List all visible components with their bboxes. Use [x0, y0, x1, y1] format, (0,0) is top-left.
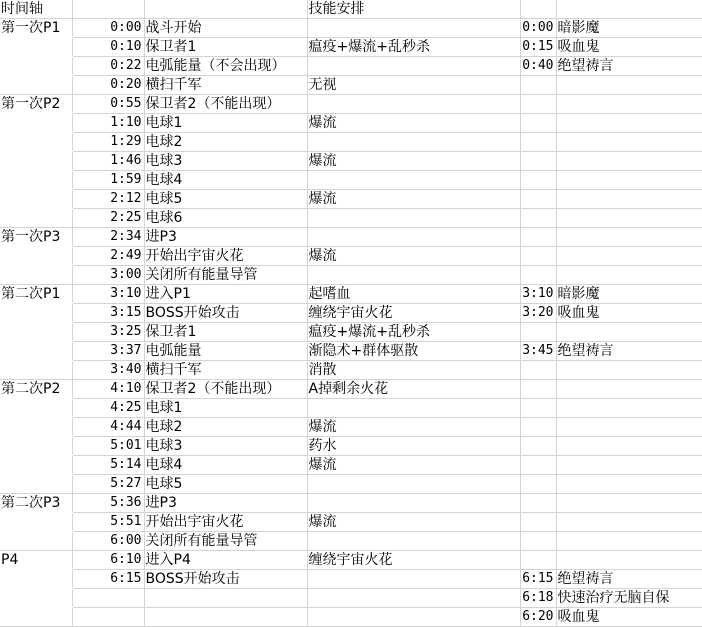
- table-row: [0, 570, 702, 589]
- cell-b17[interactable]: 3:15: [72, 304, 144, 323]
- cell-f32[interactable]: 快速治疗无脑自保: [556, 589, 702, 608]
- cell-f2[interactable]: 暗影魔: [556, 19, 702, 38]
- cell-b12[interactable]: 2:25: [72, 209, 144, 228]
- cell-c9[interactable]: 电球3: [144, 152, 307, 171]
- cell-d19[interactable]: 渐隐术+群体驱散: [307, 342, 520, 361]
- table-row: [0, 152, 702, 171]
- table-row: [0, 532, 702, 551]
- cell-a1[interactable]: 时间轴: [0, 0, 72, 19]
- cell-e16[interactable]: 3:10: [520, 285, 556, 304]
- cell-e4[interactable]: 0:40: [520, 57, 556, 76]
- cell-a20[interactable]: [0, 361, 72, 380]
- cell-c25[interactable]: 电球4: [144, 456, 307, 475]
- table-row: [0, 190, 702, 209]
- table-row: [0, 494, 702, 513]
- cell-d29[interactable]: [307, 532, 520, 551]
- cell-d1[interactable]: 技能安排: [307, 0, 520, 19]
- cell-e23[interactable]: [520, 418, 556, 437]
- cell-c14[interactable]: 开始出宇宙火花: [144, 247, 307, 266]
- cell-f11[interactable]: [556, 190, 702, 209]
- cell-e14[interactable]: [520, 247, 556, 266]
- cell-d10[interactable]: [307, 171, 520, 190]
- cell-e30[interactable]: [520, 551, 556, 570]
- cell-d32[interactable]: [307, 589, 520, 608]
- cell-c28[interactable]: 开始出宇宙火花: [144, 513, 307, 532]
- table-row: [0, 323, 702, 342]
- cell-f16[interactable]: 暗影魔: [556, 285, 702, 304]
- cell-e22[interactable]: [520, 399, 556, 418]
- cell-a28[interactable]: [0, 513, 72, 532]
- cell-c16[interactable]: 进入P1: [144, 285, 307, 304]
- cell-f5[interactable]: [556, 76, 702, 95]
- cell-e9[interactable]: [520, 152, 556, 171]
- cell-b26[interactable]: 5:27: [72, 475, 144, 494]
- cell-f33[interactable]: 吸血鬼: [556, 608, 702, 627]
- cell-c21[interactable]: 保卫者2（不能出现）: [144, 380, 307, 399]
- cell-f1[interactable]: [556, 0, 702, 19]
- cell-e31[interactable]: 6:15: [520, 570, 556, 589]
- cell-f12[interactable]: [556, 209, 702, 228]
- cell-b25[interactable]: 5:14: [72, 456, 144, 475]
- cell-e28[interactable]: [520, 513, 556, 532]
- cell-a25[interactable]: [0, 456, 72, 475]
- cell-a18[interactable]: [0, 323, 72, 342]
- cell-d16[interactable]: 起嗜血: [307, 285, 520, 304]
- cell-f18[interactable]: [556, 323, 702, 342]
- cell-b27[interactable]: 5:36: [72, 494, 144, 513]
- table-row: [0, 247, 702, 266]
- cell-d14[interactable]: 爆流: [307, 247, 520, 266]
- cell-d4[interactable]: [307, 57, 520, 76]
- cell-a32[interactable]: [0, 589, 72, 608]
- cell-d18[interactable]: 瘟疫+爆流+乱秒杀: [307, 323, 520, 342]
- cell-c32[interactable]: [144, 589, 307, 608]
- cell-d7[interactable]: 爆流: [307, 114, 520, 133]
- cell-f8[interactable]: [556, 133, 702, 152]
- cell-a13[interactable]: 第一次P3: [0, 228, 72, 247]
- cell-c26[interactable]: 电球5: [144, 475, 307, 494]
- cell-b18[interactable]: 3:25: [72, 323, 144, 342]
- cell-f27[interactable]: [556, 494, 702, 513]
- cell-a14[interactable]: [0, 247, 72, 266]
- cell-a11[interactable]: [0, 190, 72, 209]
- cell-d28[interactable]: 爆流: [307, 513, 520, 532]
- cell-b22[interactable]: 4:25: [72, 399, 144, 418]
- cell-b15[interactable]: 3:00: [72, 266, 144, 285]
- cell-c15[interactable]: 关闭所有能量导管: [144, 266, 307, 285]
- cell-a27[interactable]: 第二次P3: [0, 494, 72, 513]
- cell-e26[interactable]: [520, 475, 556, 494]
- cell-d15[interactable]: [307, 266, 520, 285]
- cell-d9[interactable]: 爆流: [307, 152, 520, 171]
- cell-b2[interactable]: 0:00: [72, 19, 144, 38]
- cell-e8[interactable]: [520, 133, 556, 152]
- cell-f3[interactable]: 吸血鬼: [556, 38, 702, 57]
- cell-b4[interactable]: 0:22: [72, 57, 144, 76]
- cell-e10[interactable]: [520, 171, 556, 190]
- cell-b19[interactable]: 3:37: [72, 342, 144, 361]
- cell-e1[interactable]: [520, 0, 556, 19]
- table-row: [0, 209, 702, 228]
- cell-a23[interactable]: [0, 418, 72, 437]
- cell-f25[interactable]: [556, 456, 702, 475]
- cell-d22[interactable]: [307, 399, 520, 418]
- cell-b9[interactable]: 1:46: [72, 152, 144, 171]
- cell-d33[interactable]: [307, 608, 520, 627]
- cell-b33[interactable]: [72, 608, 144, 627]
- cell-c3[interactable]: 保卫者1: [144, 38, 307, 57]
- cell-b28[interactable]: 5:51: [72, 513, 144, 532]
- table-row: [0, 19, 702, 38]
- cell-c19[interactable]: 电弧能量: [144, 342, 307, 361]
- cell-f6[interactable]: [556, 95, 702, 114]
- table-row: [0, 0, 702, 19]
- cell-e12[interactable]: [520, 209, 556, 228]
- table-row: [0, 171, 702, 190]
- cell-e3[interactable]: 0:15: [520, 38, 556, 57]
- cell-d3[interactable]: 瘟疫+爆流+乱秒杀: [307, 38, 520, 57]
- cell-f4[interactable]: 绝望祷言: [556, 57, 702, 76]
- cell-f21[interactable]: [556, 380, 702, 399]
- cell-a21[interactable]: 第二次P2: [0, 380, 72, 399]
- table-row: [0, 361, 702, 380]
- cell-a7[interactable]: [0, 114, 72, 133]
- cell-c30[interactable]: 进入P4: [144, 551, 307, 570]
- cell-d31[interactable]: [307, 570, 520, 589]
- cell-c4[interactable]: 电弧能量（不会出现）: [144, 57, 307, 76]
- table-row: [0, 513, 702, 532]
- cell-b20[interactable]: 3:40: [72, 361, 144, 380]
- cell-d30[interactable]: 缠绕宇宙火花: [307, 551, 520, 570]
- cell-c6[interactable]: 保卫者2（不能出现）: [144, 95, 307, 114]
- cell-e32[interactable]: 6:18: [520, 589, 556, 608]
- cell-e2[interactable]: 0:00: [520, 19, 556, 38]
- cell-f29[interactable]: [556, 532, 702, 551]
- cell-b30[interactable]: 6:10: [72, 551, 144, 570]
- cell-d11[interactable]: 爆流: [307, 190, 520, 209]
- cell-c31[interactable]: BOSS开始攻击: [144, 570, 307, 589]
- cell-d24[interactable]: 药水: [307, 437, 520, 456]
- cell-c23[interactable]: 电球2: [144, 418, 307, 437]
- cell-b8[interactable]: 1:29: [72, 133, 144, 152]
- cell-a2[interactable]: 第一次P1: [0, 19, 72, 38]
- cell-d12[interactable]: [307, 209, 520, 228]
- cell-f23[interactable]: [556, 418, 702, 437]
- table-row: [0, 228, 702, 247]
- cell-d17[interactable]: 缠绕宇宙火花: [307, 304, 520, 323]
- table-row: [0, 342, 702, 361]
- cell-b32[interactable]: [72, 589, 144, 608]
- cell-e20[interactable]: [520, 361, 556, 380]
- cell-e11[interactable]: [520, 190, 556, 209]
- cell-d6[interactable]: [307, 95, 520, 114]
- cell-c18[interactable]: 保卫者1: [144, 323, 307, 342]
- cell-b21[interactable]: 4:10: [72, 380, 144, 399]
- cell-c8[interactable]: 电球2: [144, 133, 307, 152]
- cell-d25[interactable]: 爆流: [307, 456, 520, 475]
- cell-a15[interactable]: [0, 266, 72, 285]
- cell-a17[interactable]: [0, 304, 72, 323]
- cell-d13[interactable]: [307, 228, 520, 247]
- cell-b29[interactable]: 6:00: [72, 532, 144, 551]
- table-row: [0, 380, 702, 399]
- cell-a19[interactable]: [0, 342, 72, 361]
- cell-c20[interactable]: 横扫千军: [144, 361, 307, 380]
- cell-b3[interactable]: 0:10: [72, 38, 144, 57]
- cell-b14[interactable]: 2:49: [72, 247, 144, 266]
- cell-b23[interactable]: 4:44: [72, 418, 144, 437]
- table-row: [0, 456, 702, 475]
- cell-e7[interactable]: [520, 114, 556, 133]
- cell-a22[interactable]: [0, 399, 72, 418]
- cell-c5[interactable]: 横扫千军: [144, 76, 307, 95]
- cell-d23[interactable]: 爆流: [307, 418, 520, 437]
- cell-f10[interactable]: [556, 171, 702, 190]
- cell-c11[interactable]: 电球5: [144, 190, 307, 209]
- cell-c13[interactable]: 进P3: [144, 228, 307, 247]
- cell-a12[interactable]: [0, 209, 72, 228]
- cell-a6[interactable]: 第一次P2: [0, 95, 72, 114]
- table-row: [0, 437, 702, 456]
- cell-d26[interactable]: [307, 475, 520, 494]
- cell-c29[interactable]: 关闭所有能量导管: [144, 532, 307, 551]
- cell-f31[interactable]: 绝望祷言: [556, 570, 702, 589]
- cell-d2[interactable]: [307, 19, 520, 38]
- cell-f14[interactable]: [556, 247, 702, 266]
- table-row: [0, 399, 702, 418]
- cell-e29[interactable]: [520, 532, 556, 551]
- cell-e24[interactable]: [520, 437, 556, 456]
- cell-f9[interactable]: [556, 152, 702, 171]
- table-row: [0, 304, 702, 323]
- table-row: [0, 608, 702, 627]
- cell-c12[interactable]: 电球6: [144, 209, 307, 228]
- cell-a4[interactable]: [0, 57, 72, 76]
- cell-a24[interactable]: [0, 437, 72, 456]
- cell-b13[interactable]: 2:34: [72, 228, 144, 247]
- cell-b24[interactable]: 5:01: [72, 437, 144, 456]
- cell-c1[interactable]: [144, 0, 307, 19]
- cell-e13[interactable]: [520, 228, 556, 247]
- cell-c10[interactable]: 电球4: [144, 171, 307, 190]
- cell-a30[interactable]: P4: [0, 551, 72, 570]
- cell-b11[interactable]: 2:12: [72, 190, 144, 209]
- table-row: [0, 114, 702, 133]
- cell-b7[interactable]: 1:10: [72, 114, 144, 133]
- cell-f22[interactable]: [556, 399, 702, 418]
- cell-e18[interactable]: [520, 323, 556, 342]
- cell-d5[interactable]: 无视: [307, 76, 520, 95]
- cell-a10[interactable]: [0, 171, 72, 190]
- cell-e6[interactable]: [520, 95, 556, 114]
- cell-a16[interactable]: 第二次P1: [0, 285, 72, 304]
- cell-a29[interactable]: [0, 532, 72, 551]
- cell-b6[interactable]: 0:55: [72, 95, 144, 114]
- table-row: [0, 95, 702, 114]
- cell-f20[interactable]: [556, 361, 702, 380]
- table-row: [0, 38, 702, 57]
- cell-e17[interactable]: 3:20: [520, 304, 556, 323]
- cell-d27[interactable]: [307, 494, 520, 513]
- cell-e5[interactable]: [520, 76, 556, 95]
- cell-a8[interactable]: [0, 133, 72, 152]
- cell-f19[interactable]: 绝望祷言: [556, 342, 702, 361]
- cell-e27[interactable]: [520, 494, 556, 513]
- cell-c24[interactable]: 电球3: [144, 437, 307, 456]
- cell-e25[interactable]: [520, 456, 556, 475]
- table-row: [0, 133, 702, 152]
- cell-f24[interactable]: [556, 437, 702, 456]
- cell-f30[interactable]: [556, 551, 702, 570]
- cell-a5[interactable]: [0, 76, 72, 95]
- table-row: [0, 76, 702, 95]
- cell-a31[interactable]: [0, 570, 72, 589]
- cell-b5[interactable]: 0:20: [72, 76, 144, 95]
- cell-f13[interactable]: [556, 228, 702, 247]
- cell-c27[interactable]: 进P3: [144, 494, 307, 513]
- cell-f28[interactable]: [556, 513, 702, 532]
- cell-c2[interactable]: 战斗开始: [144, 19, 307, 38]
- cell-b16[interactable]: 3:10: [72, 285, 144, 304]
- cell-f17[interactable]: 吸血鬼: [556, 304, 702, 323]
- cell-d20[interactable]: 消散: [307, 361, 520, 380]
- cell-d8[interactable]: [307, 133, 520, 152]
- cell-e19[interactable]: 3:45: [520, 342, 556, 361]
- cell-e21[interactable]: [520, 380, 556, 399]
- cell-c22[interactable]: 电球1: [144, 399, 307, 418]
- cell-c7[interactable]: 电球1: [144, 114, 307, 133]
- cell-d21[interactable]: A掉剩余火花: [307, 380, 520, 399]
- table-row: [0, 551, 702, 570]
- cell-a26[interactable]: [0, 475, 72, 494]
- cell-a33[interactable]: [0, 608, 72, 627]
- cell-b10[interactable]: 1:59: [72, 171, 144, 190]
- table-row: [0, 475, 702, 494]
- table-row: [0, 285, 702, 304]
- cell-a9[interactable]: [0, 152, 72, 171]
- cell-b1[interactable]: [72, 0, 144, 19]
- cell-f15[interactable]: [556, 266, 702, 285]
- cell-f26[interactable]: [556, 475, 702, 494]
- cell-c17[interactable]: BOSS开始攻击: [144, 304, 307, 323]
- table-row: [0, 589, 702, 608]
- cell-e15[interactable]: [520, 266, 556, 285]
- table-row: [0, 57, 702, 76]
- table-row: [0, 266, 702, 285]
- cell-e33[interactable]: 6:20: [520, 608, 556, 627]
- cell-f7[interactable]: [556, 114, 702, 133]
- cell-b31[interactable]: 6:15: [72, 570, 144, 589]
- cell-c33[interactable]: [144, 608, 307, 627]
- table-row: [0, 418, 702, 437]
- cell-a3[interactable]: [0, 38, 72, 57]
